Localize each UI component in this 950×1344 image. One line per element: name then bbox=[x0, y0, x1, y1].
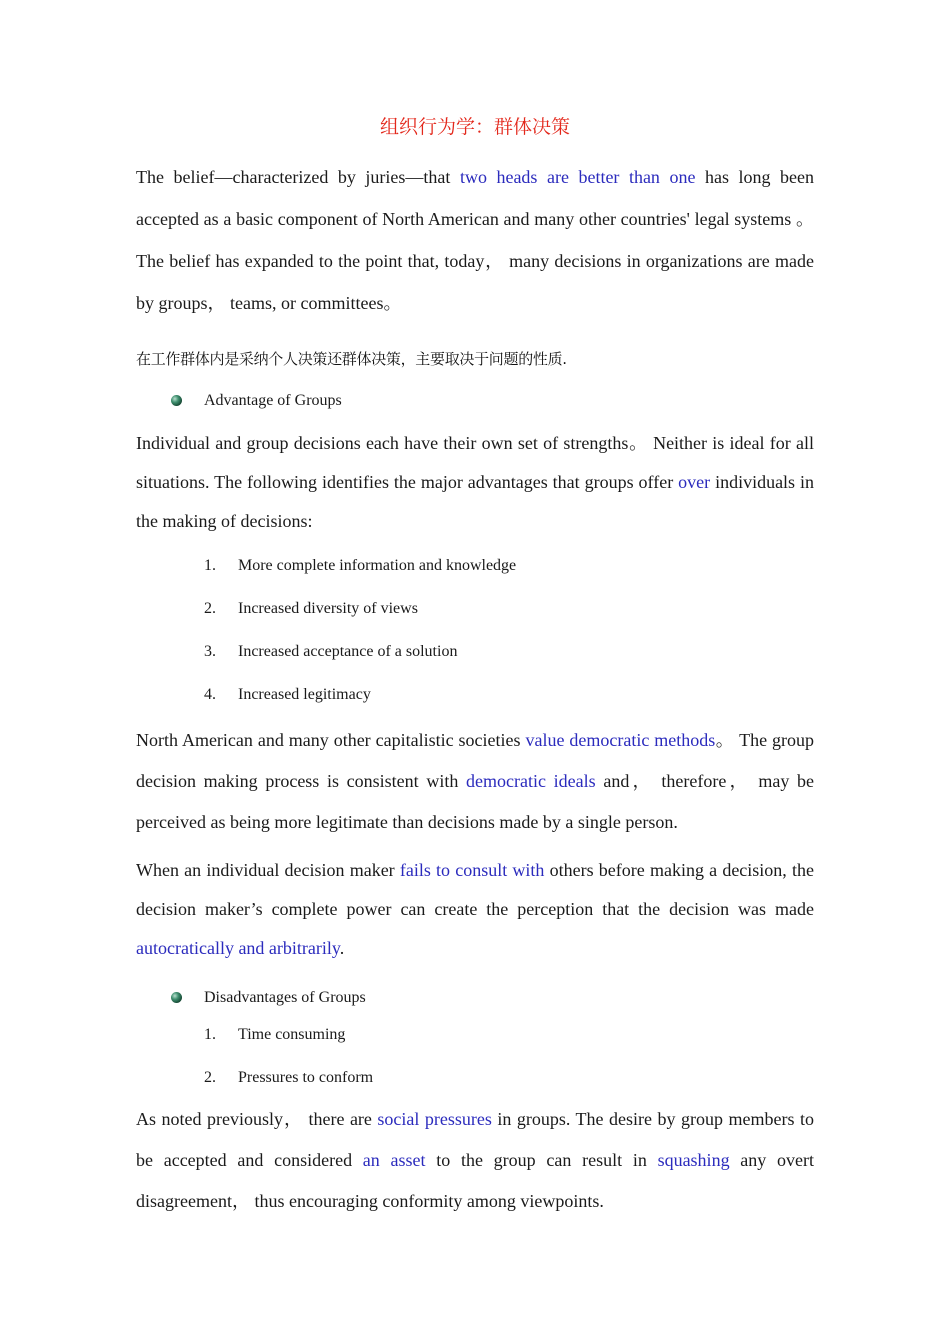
list-item: 2. Pressures to conform bbox=[204, 1069, 374, 1086]
section-heading-disadvantages: Disadvantages of Groups bbox=[136, 983, 814, 1013]
paragraph-pressures: As noted previously， there are social pressures in groups. The desire by group members to be accepted and considered an asset to the group can result in squashing any overt disagreement， thus encouraging conformity among viewpoints. bbox=[136, 1109, 814, 1211]
list-item: 2. Increased diversity of views bbox=[204, 600, 418, 617]
bullet-ball-icon bbox=[171, 395, 182, 406]
paragraph-belief: The belief—characterized by juries—that two heads are better than one has long been accepted as a basic component of North American and many other countries' legal systems 。 The belief has expanded to the point that, today， many decisions in organizations are made by groups， teams, or committees。 bbox=[136, 167, 814, 313]
paragraph-democratic: North American and many other capitalistic societies value democratic methods。 The group decision making process is consistent with democratic ideals and， therefore， may be perceived as being more legitimate than decisions made by a single person. bbox=[136, 730, 814, 832]
bullet-ball-icon bbox=[171, 992, 182, 1003]
highlight-text: two heads are better than one bbox=[459, 167, 696, 187]
paragraph-individual: When an individual decision maker fails to consult with others before making a decision, the decision maker’s complete power can create the perception that the decision was made autocratically and arbitrarily. bbox=[136, 860, 814, 958]
paragraph-strengths: Individual and group decisions each have their own set of strengths。 Neither is ideal for all situations. The following identifies the major advantages that groups offer over individuals in the making of decisions: bbox=[136, 433, 815, 531]
advantages-list bbox=[136, 544, 814, 716]
highlight-text: democratic ideals bbox=[466, 771, 596, 791]
page-title: 组织行为学：群体决策 bbox=[379, 116, 570, 138]
highlight-text: value democratic methods bbox=[525, 730, 716, 750]
disadvantages-list bbox=[136, 1013, 814, 1099]
highlight-text: social pressures bbox=[377, 1109, 492, 1129]
list-item: 4. Increased legitimacy bbox=[204, 686, 371, 703]
list-item: 1. More complete information and knowledge bbox=[204, 557, 517, 574]
highlight-text: over bbox=[678, 472, 711, 492]
list-item: 3. Increased acceptance of a solution bbox=[204, 643, 458, 660]
document-page bbox=[136, 112, 814, 1222]
highlight-text: fails to consult with bbox=[399, 860, 545, 880]
highlight-text: squashing bbox=[657, 1150, 730, 1170]
chinese-note: 在工作群体内是采纳个人决策还群体决策，主要取决于问题的性质. bbox=[136, 350, 567, 368]
list-item: 1. Time consuming bbox=[204, 1026, 346, 1043]
highlight-text: an asset bbox=[362, 1150, 426, 1170]
section-heading-advantages: Advantage of Groups bbox=[136, 386, 814, 416]
highlight-text: autocratically and arbitrarily bbox=[136, 938, 340, 958]
